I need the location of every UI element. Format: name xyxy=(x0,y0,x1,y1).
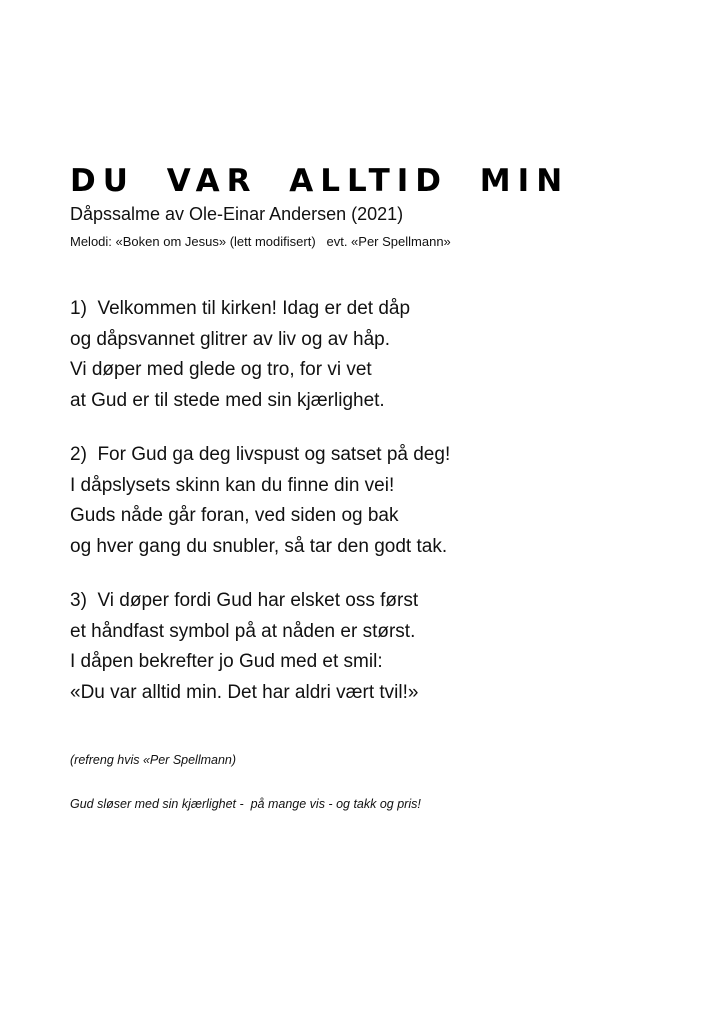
song-title: DU VAR ALLTID MIN xyxy=(70,163,570,199)
verse-line: I dåpen bekrefter jo Gud med et smil: xyxy=(70,651,383,672)
verse-line: «Du var alltid min. Det har aldri vært tvil!» xyxy=(70,681,419,703)
verse-2 xyxy=(70,440,690,562)
verse-line: og hver gang du snubler, så tar den godt tak. xyxy=(70,535,448,557)
verse-line: Guds nåde går foran, ved siden og bak xyxy=(70,505,399,526)
verse-line: 3) Vi døper fordi Gud har elsket oss først xyxy=(70,590,419,611)
verse-3 xyxy=(70,586,690,708)
verse-line: 1) Velkommen til kirken! Idag er det dåp xyxy=(70,298,411,319)
refrain-text: Gud sløser med sin kjærlighet - på mange vis - og takk og pris! xyxy=(70,797,421,811)
song-subtitle: Dåpssalme av Ole-Einar Andersen (2021) xyxy=(70,204,404,224)
verse-line: I dåpslysets skinn kan du finne din vei! xyxy=(70,474,395,496)
verse-1 xyxy=(70,294,690,416)
refrain-note: (refreng hvis «Per Spellmann) xyxy=(70,753,237,767)
verse-line: Vi døper med glede og tro, for vi vet xyxy=(70,359,372,380)
verse-line: et håndfast symbol på at nåden er størst. xyxy=(70,620,416,642)
verse-line: at Gud er til stede med sin kjærlighet. xyxy=(70,389,385,411)
verse-line: og dåpsvannet glitrer av liv og av håp. xyxy=(70,328,391,350)
verse-line: 2) For Gud ga deg livspust og satset på deg! xyxy=(70,444,451,465)
melody-note: Melodi: «Boken om Jesus» (lett modifisert) evt. «Per Spellmann» xyxy=(70,234,451,249)
